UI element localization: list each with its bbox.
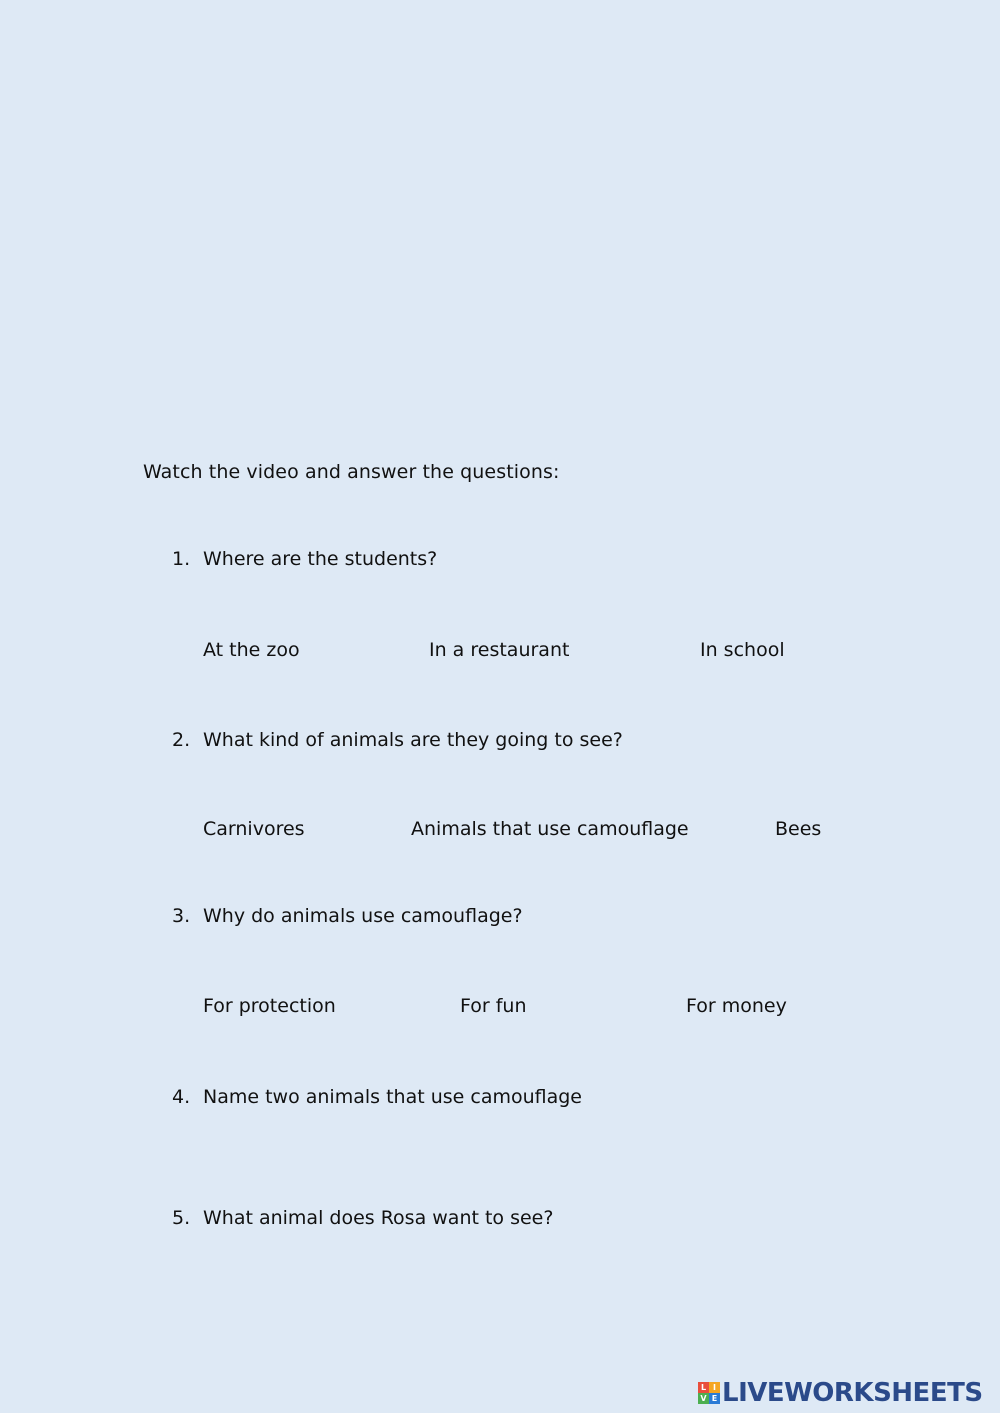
answer-option[interactable]: For fun [460,995,527,1017]
logo-text: LIVEWORKSHEETS [722,1378,983,1408]
question-1 [172,548,437,570]
liveworksheets-logo [698,1378,983,1408]
question-number: 1. [172,548,191,570]
answer-option[interactable]: For money [686,995,787,1017]
answer-option[interactable]: In school [700,639,785,661]
logo-mark-letter: E [709,1393,720,1404]
question-text: What kind of animals are they going to see? [203,729,623,751]
answer-option[interactable]: Carnivores [203,818,305,840]
logo-mark-letter: I [709,1382,720,1393]
question-2 [172,729,623,751]
question-number: 4. [172,1086,191,1108]
question-number: 3. [172,905,191,927]
question-text: Name two animals that use camouflage [203,1086,582,1108]
logo-mark-letter: L [698,1382,709,1393]
answer-option[interactable]: At the zoo [203,639,300,661]
question-text: Where are the students? [203,548,438,570]
answer-option[interactable]: Bees [775,818,822,840]
liveworksheets-logo-icon [698,1382,720,1404]
question-text: Why do animals use camouflage? [203,905,523,927]
question-3 [172,905,523,927]
question-number: 2. [172,729,191,751]
answer-option[interactable]: For protection [203,995,336,1017]
question-4 [172,1086,582,1108]
answer-option[interactable]: Animals that use camouflage [411,818,689,840]
question-number: 5. [172,1207,191,1229]
question-text: What animal does Rosa want to see? [203,1207,554,1229]
instruction-text: Watch the video and answer the questions: [143,461,560,483]
logo-mark-letter: V [698,1393,709,1404]
answer-option[interactable]: In a restaurant [429,639,570,661]
question-5 [172,1207,553,1229]
